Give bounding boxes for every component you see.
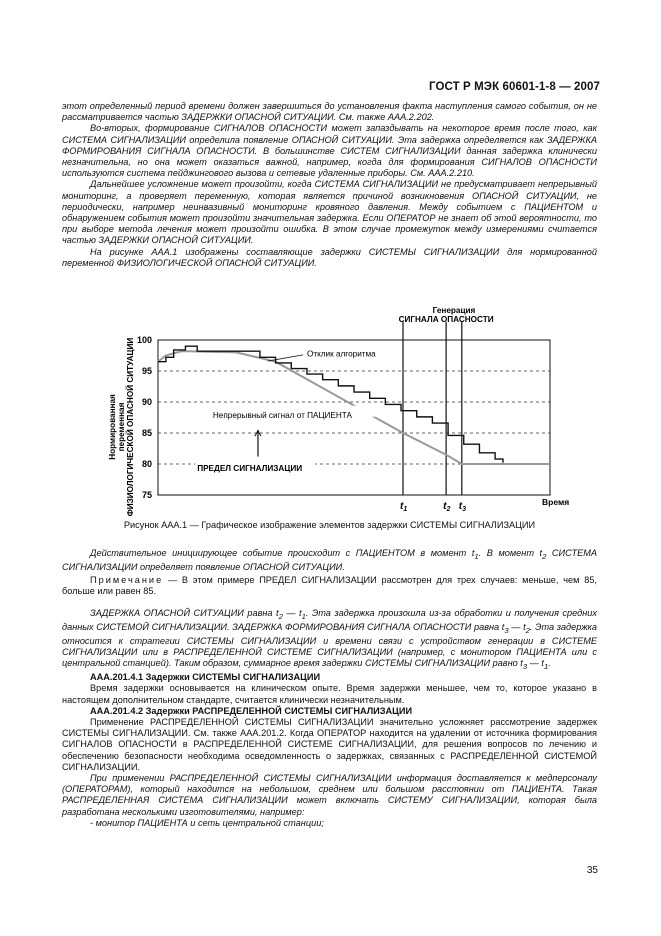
y-tick-label: 100 [136, 335, 152, 345]
subscript: 1 [301, 611, 306, 621]
time-mark-letter: t [400, 501, 404, 512]
text-run: . Эта задержка относится к стратегии СИСТЕМЫ СИГНАЛИЗАЦИИ и времени связи с устройством генерации в СИСТЕМЕ СИГНАЛИЗАЦИИ или в РАСПРЕДЕЛЕННОЙ СИСТЕМЕ СИГНАЛИЗАЦИИ (например, с монитором ПАЦИЕНТА или с центральной станцией). Таким образом, суммарное время задержки СИСТЕМЫ СИГНАЛИЗАЦИИ равно t [62, 621, 597, 669]
text-run: СИСТЕМА СИГНАЛИЗАЦИИ определяет появление ОПАСНОЙ СИТУАЦИИ. [62, 548, 597, 573]
time-mark-letter: t [443, 501, 447, 512]
delay-chart [108, 306, 570, 520]
paragraph: Время задержки основывается на клиническом опыте. Время задержки меньшее, чем то, которое указано в настоящем дополнительном стандарте, считается клинически незначительным. [62, 683, 597, 705]
paragraph: На рисунке ААА.1 изображены составляющие задержки СИСТЕМЫ СИГНАЛИЗАЦИИ для нормированной переменной ФИЗИОЛОГИЧЕСКОЙ ОПАСНОЙ СИТУАЦИИ. [62, 246, 597, 268]
subscript: 2 [542, 551, 547, 561]
paragraph: Применение РАСПРЕДЕЛЕННОЙ СИСТЕМЫ СИГНАЛИЗАЦИИ значительно усложняет рассмотрение задержек СИСТЕМЫ СИГНАЛИЗАЦИИ. См. также ААА.201.2. Когда ОПЕРАТОР находится на удалении от источника формирования СИГНАЛОВ ОПАСНОСТИ в РАСПРЕДЕЛЕННОЙ СИСТЕМЕ СИГНАЛИЗАЦИИ, для решения вопросов по лечению и обеспечению безопасности необходима осведомленность о задержках, связанных с РАСПРЕДЕЛЕННОЙ СИСТЕМОЙ СИГНАЛИЗАЦИИ. [62, 716, 597, 772]
text-run: . Эта задержка произошла из-за обработки и получения средних данных СИСТЕМОЙ СИГНАЛИЗАЦИИ. ЗАДЕРЖКА ФОРМИРОВАНИЯ СИГНАЛА ОПАСНОСТИ равна t [62, 607, 597, 632]
paragraph: Дальнейшее усложнение может произойти, когда СИСТЕМА СИГНАЛИЗАЦИИ не предусматривает непрерывный мониторинг, а проверяет переменную, которая является причиной возникновения ОПАСНОЙ СИТУАЦИИ, не периодически, например неинвазивный мониторинг кровяного давления. Между событием с ПАЦИЕНТОМ и обнаружением события может произойти значительная задержка. Если ОПЕРАТОР не знает об этой вероятности, то при выборе метода лечения может произойти ошибка. В этом случае промежуток между измерениями считается частью ЗАДЕРЖКИ ОПАСНОЙ СИТУАЦИИ. [62, 179, 597, 246]
plot-area [137, 306, 569, 513]
continuous-signal-label: Непрерывный сигнал от ПАЦИЕНТА [212, 411, 352, 421]
y-axis-label-group [108, 338, 135, 517]
y-tick-label: 80 [141, 459, 152, 469]
paragraph: При применении РАСПРЕДЕЛЕННОЙ СИСТЕМЫ СИГНАЛИЗАЦИИ информация доставляется к медперсоналу (ОПЕРАТОРАМ), который находится на небольшом, среднем или большом расстоянии от ПАЦИЕНТА. Такая РАСПРЕДЕЛЕННАЯ СИСТЕМА СИГНАЛИЗАЦИИ может включать СИСТЕМУ СИГНАЛИЗАЦИИ, которая была разработана несколькими изготовителями, например: [62, 772, 597, 817]
bottom-text-block [62, 548, 597, 829]
note [62, 575, 597, 597]
section-heading: ААА.201.4.2 Задержки РАСПРЕДЕЛЕННОЙ СИСТЕМЫ СИГНАЛИЗАЦИИ [90, 705, 413, 716]
y-tick-label: 95 [141, 366, 152, 376]
subscript: 1 [543, 661, 549, 671]
paragraph-trigger-event [62, 548, 597, 573]
time-mark-subscript: 3 [462, 506, 467, 513]
subscript: 3 [504, 625, 509, 635]
section-heading: ААА.201.4.1 Задержки СИСТЕМЫ СИГНАЛИЗАЦИИ [90, 672, 321, 683]
subscript: 2 [525, 625, 530, 635]
time-mark-label [459, 501, 466, 513]
y-axis-label: Нормированная [108, 394, 117, 460]
alarm-generation-label-line1: Генерация [432, 306, 476, 315]
y-axis-label-line2: переменная [117, 402, 126, 452]
text-run: — t [282, 607, 302, 618]
text-run: — t [508, 621, 526, 632]
time-mark-label [400, 501, 407, 513]
document-header: ГОСТ Р МЭК 60601-1-8 — 2007 [429, 81, 600, 93]
figure-caption: Рисунок ААА.1 — Графическое изображение элементов задержки СИСТЕМЫ СИГНАЛИЗАЦИИ [123, 520, 536, 530]
time-mark-label [443, 501, 450, 513]
text-run: — t [527, 658, 544, 669]
subscript: 3 [522, 661, 528, 671]
text-run: . [548, 658, 551, 669]
paragraph: Во-вторых, формирование СИГНАЛОВ ОПАСНОСТИ может запаздывать на некоторое время после того, как СИСТЕМА СИГНАЛИЗАЦИИ определила появление ОПАСНОЙ СИТУАЦИИ. Эта задержка определяется как ЗАДЕРЖКА ФОРМИРОВАНИЯ СИГНАЛА ОПАСНОСТИ. В большинстве СИСТЕМ СИГНАЛИЗАЦИИ данная задержка клинически незначительна, но она может оказаться важной, например, когда для формирования СИГНАЛОВ ОПАСНОСТИ используются система пейджингового вызова и сетевые удаленные приборы. См. ААА.2.210. [62, 123, 597, 179]
paragraph: этот определенный период времени должен завершиться до установления факта наступления самого события, он не рассматривается частью ЗАДЕРЖКИ ОПАСНОЙ СИТУАЦИИ. См. также ААА.2.202. [62, 101, 597, 123]
text-run: . В момент t [478, 548, 543, 558]
note-label: Примечание [90, 575, 164, 586]
delay-figure [108, 306, 570, 520]
alarm-limit-label: ПРЕДЕЛ СИГНАЛИЗАЦИИ [197, 463, 303, 473]
page-number: 35 [586, 865, 598, 876]
list-item: - монитор ПАЦИЕНТА и сеть центральной станции; [90, 817, 324, 828]
x-axis-label: Время [542, 497, 570, 507]
text-run: ЗАДЕРЖКА ОПАСНОЙ СИТУАЦИИ равна t [90, 607, 279, 618]
time-mark-letter: t [458, 501, 463, 512]
time-mark-subscript: 2 [446, 506, 451, 513]
y-tick-label: 85 [141, 428, 152, 438]
paragraph-delays [62, 608, 597, 673]
subscript: 2 [278, 611, 283, 621]
text-run: Действительное инициирующее событие происходит с ПАЦИЕНТОМ в момент t [90, 548, 475, 558]
top-text-block [62, 101, 597, 269]
algorithm-response-label: Отклик алгоритма [306, 349, 376, 359]
y-tick-label: 75 [141, 490, 152, 500]
time-mark-subscript: 1 [403, 506, 408, 513]
alarm-generation-label-line2: СИГНАЛА ОПАСНОСТИ [398, 315, 494, 324]
algorithm-response-line [158, 346, 503, 463]
y-tick-label: 90 [141, 397, 152, 407]
subscript: 1 [474, 551, 479, 561]
y-axis-label-line3: ФИЗИОЛОГИЧЕСКОЙ ОПАСНОЙ СИТУАЦИИ [126, 337, 135, 517]
note-text: — В этом примере ПРЕДЕЛ СИГНАЛИЗАЦИИ рассмотрен для трех случаев: меньше, чем 85, больше или равен 85. [62, 575, 597, 597]
